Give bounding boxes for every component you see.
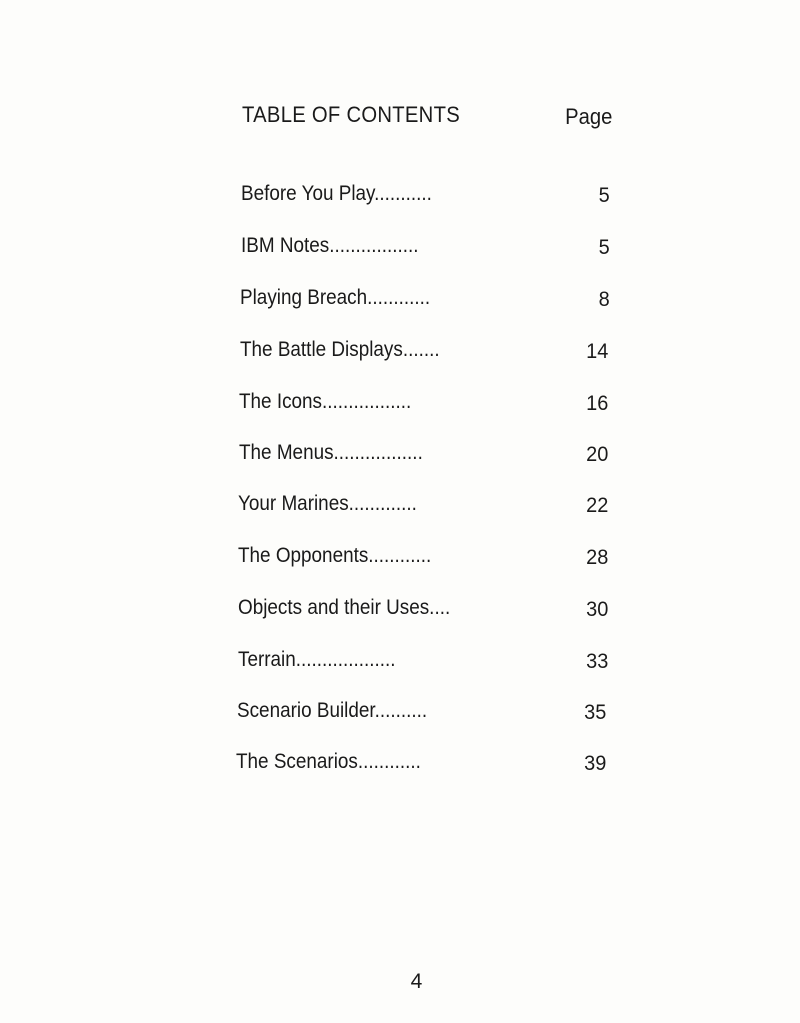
toc-entry-page-number: 33 bbox=[585, 650, 608, 673]
toc-entry-title: IBM Notes................. bbox=[241, 234, 419, 257]
toc-entry-page-number: 39 bbox=[583, 752, 606, 775]
toc-entry-title: Objects and their Uses.... bbox=[238, 596, 451, 619]
toc-page-column-label: Page bbox=[564, 104, 612, 129]
toc-entry bbox=[239, 441, 608, 471]
page-number: 4 bbox=[410, 970, 423, 993]
toc-entry-title: The Scenarios............ bbox=[236, 750, 421, 773]
toc-entry-title: Before You Play........... bbox=[241, 182, 432, 205]
toc-entry bbox=[241, 234, 610, 264]
toc-entry bbox=[241, 182, 610, 212]
toc-title: TABLE OF CONTENTS bbox=[242, 102, 460, 127]
toc-entry-title: Your Marines............. bbox=[238, 492, 417, 515]
toc-entry-title: Scenario Builder.......... bbox=[237, 699, 428, 722]
toc-entry-page-number: 8 bbox=[598, 288, 610, 311]
toc-entry-page-number: 5 bbox=[598, 184, 610, 207]
toc-entry-page-number: 30 bbox=[585, 598, 608, 621]
toc-entry bbox=[237, 699, 606, 729]
toc-entry-title: The Opponents............ bbox=[238, 544, 432, 567]
toc-entry bbox=[236, 750, 606, 780]
toc-entry-page-number: 14 bbox=[585, 340, 608, 363]
toc-entry-title: The Menus................. bbox=[239, 441, 423, 464]
toc-entry bbox=[239, 390, 608, 420]
toc-entry-page-number: 35 bbox=[583, 701, 606, 724]
toc-entry-page-number: 28 bbox=[585, 546, 608, 569]
toc-entry bbox=[238, 648, 608, 678]
toc-entry-page-number: 20 bbox=[585, 443, 608, 466]
toc-entry-title: The Battle Displays....... bbox=[240, 338, 440, 361]
toc-entry bbox=[240, 338, 608, 368]
toc-entry-title: Playing Breach............ bbox=[240, 286, 431, 309]
toc-entry-title: The Icons................. bbox=[239, 390, 412, 413]
toc-entry-page-number: 5 bbox=[598, 236, 610, 259]
toc-entry bbox=[238, 544, 608, 574]
toc-entry-page-number: 22 bbox=[585, 494, 608, 517]
toc-entry bbox=[238, 596, 608, 626]
toc-entry-page-number: 16 bbox=[585, 392, 608, 415]
toc-entry bbox=[240, 286, 610, 316]
toc-entry bbox=[238, 492, 608, 522]
toc-entry-title: Terrain................... bbox=[238, 648, 396, 671]
